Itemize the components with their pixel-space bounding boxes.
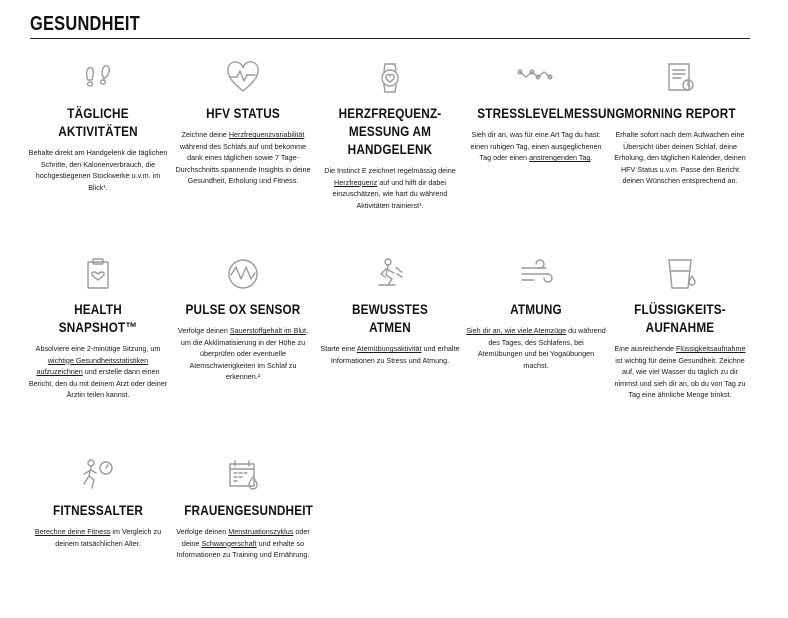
- meditation-icon: [370, 254, 410, 294]
- feature-description: Berechne deine Fitness im Vergleich zu deinem tatsächlichen Alter.: [34, 527, 162, 548]
- feature-link[interactable]: Herzfrequenzvariabilität: [228, 130, 305, 139]
- feature-link[interactable]: anstrengenden Tag: [529, 153, 591, 162]
- footprints-icon: [78, 58, 118, 98]
- feature-card-pulse-ox: [173, 254, 313, 383]
- feature-card-hydration: [610, 254, 750, 401]
- feature-link[interactable]: Menstruationszyklus: [228, 527, 294, 536]
- feature-link[interactable]: Sauerstoffgehalt im Blut: [229, 326, 307, 335]
- feature-link[interactable]: Herzfrequenz: [334, 177, 378, 187]
- feature-description: Verfolge deinen Menstruationszyklus oder deine Schwangerschaft und erhalte so Informationen zu Training und Ernährung.: [176, 527, 310, 559]
- feature-card-stress: [466, 58, 625, 164]
- feature-title: TÄGLICHE AKTIVITÄTEN: [58, 105, 138, 139]
- feature-description: Behalte direkt am Handgelenk die täglichen Schritte, den Kalorienverbrauch, die hochgestiegenen Stockwerke u.v.m. im Blick¹.: [28, 148, 168, 192]
- feature-description: Starte eine Atemübungsaktivität und erhalte Informationen zu Stress und Atmung.: [320, 344, 460, 365]
- feature-title: HEALTH SNAPSHOT™: [58, 301, 138, 335]
- feature-link[interactable]: Schwangerschaft: [201, 538, 257, 548]
- feature-title: FRAUENGESUNDHEIT: [184, 502, 313, 518]
- runner-gauge-icon: [78, 455, 118, 495]
- feature-link[interactable]: Sieh dir an, wie viele Atemzüge: [466, 326, 567, 335]
- heart-wave-icon: [223, 58, 263, 98]
- feature-description: Absolviere eine 2-minütige Sitzung, um wichtige Gesundheitsstatistiken aufzuzeichnen und erstelle dann einen Bericht, den du mit deinem Arzt oder deiner Ärztin teilen kannst.: [28, 344, 168, 399]
- feature-card-respiration: [466, 254, 606, 371]
- feature-title: FITNESSALTER: [52, 502, 143, 518]
- feature-title: STRESSLEVELMESSUNG: [477, 105, 625, 121]
- feature-card-daily-activities: [28, 58, 168, 193]
- feature-description: Eine ausreichende Flüssigkeitsaufnahme ist wichtig für deine Gesundheit. Zeichne auf, wie viel Wasser du täglich zu dir nimmst und sieh dir an, ob du von Tag zu Tag eine ähnliche Menge trinkst.: [614, 344, 746, 399]
- stress-wave-icon: [516, 58, 556, 98]
- feature-title: MORNING REPORT: [624, 105, 736, 121]
- feature-link[interactable]: Atemübungsaktivität: [356, 344, 422, 353]
- pulse-ox-icon: [223, 254, 263, 294]
- feature-title: BEWUSSTES ATMEN: [351, 301, 428, 335]
- feature-description: Verfolge deinen Sauerstoffgehalt im Blut, um die Akklimatisierung in der Höhe zu überprüfen oder eventuelle Atemschwierigkeiten im Schlaf zu erkennen.²: [177, 326, 309, 381]
- wind-icon: [516, 254, 556, 294]
- report-icon: [660, 58, 700, 98]
- feature-card-heart-rate: [320, 58, 460, 211]
- watch-heart-icon: [370, 58, 410, 98]
- feature-link[interactable]: Flüssigkeitsaufnahme: [676, 344, 746, 353]
- feature-title: HFV STATUS: [206, 105, 280, 121]
- feature-description: Die Instinct E zeichnet regelmässig deine Herzfrequenz auf und hilft dir dabei einzuschätzen, wie hart du während Aktivitäten trainierst¹.: [324, 166, 456, 210]
- feature-description: Sieh dir an, was für eine Art Tag du hast: einen ruhigen Tag, einen ausgeglichenen Tag oder einen anstrengenden Tag.: [470, 130, 602, 162]
- section-title: GESUNDHEIT: [30, 13, 140, 35]
- feature-title: PULSE OX SENSOR: [185, 301, 301, 317]
- feature-card-mindful-breathing: [320, 254, 460, 366]
- feature-link[interactable]: Berechne deine Fitness: [34, 527, 111, 536]
- feature-description: Erhalte sofort nach dem Aufwachen eine Übersicht über deinen Schlaf, deine Erholung, den täglichen Kalender, deinen HFV Status u.v.m. Passe den Bericht deinen Wünschen entsprechend an.: [614, 130, 746, 185]
- feature-card-morning-report: [610, 58, 750, 187]
- clipboard-icon: [78, 254, 118, 294]
- feature-description: Sieh dir an, wie viele Atemzüge du während des Tages, des Schlafens, bei Atemübungen und bei Yogaübungen machst.: [466, 326, 606, 370]
- feature-description: Zeichne deine Herzfrequenzvariabilität während des Schlafs auf und bekomme dank eines täglichen sowie 7 Tage-Durchschnitts spannende Insights in deine Gesundheit, Erholung und Fitness.: [175, 130, 311, 185]
- feature-card-womens-health: [173, 455, 313, 561]
- feature-card-health-snapshot: [28, 254, 168, 401]
- feature-title: ATMUNG: [510, 301, 562, 317]
- feature-link[interactable]: wichtige Gesundheitsstatistiken aufzuzeichnen: [36, 355, 149, 376]
- calendar-drop-icon: [223, 455, 263, 495]
- feature-title: HERZFREQUENZ- MESSUNG AM HANDGELENK: [338, 105, 442, 157]
- feature-title: FLÜSSIGKEITS- AUFNAHME: [634, 301, 726, 335]
- water-glass-icon: [660, 254, 700, 294]
- feature-card-hfv-status: [173, 58, 313, 187]
- feature-card-fitness-age: [28, 455, 168, 549]
- section-divider: [30, 38, 750, 39]
